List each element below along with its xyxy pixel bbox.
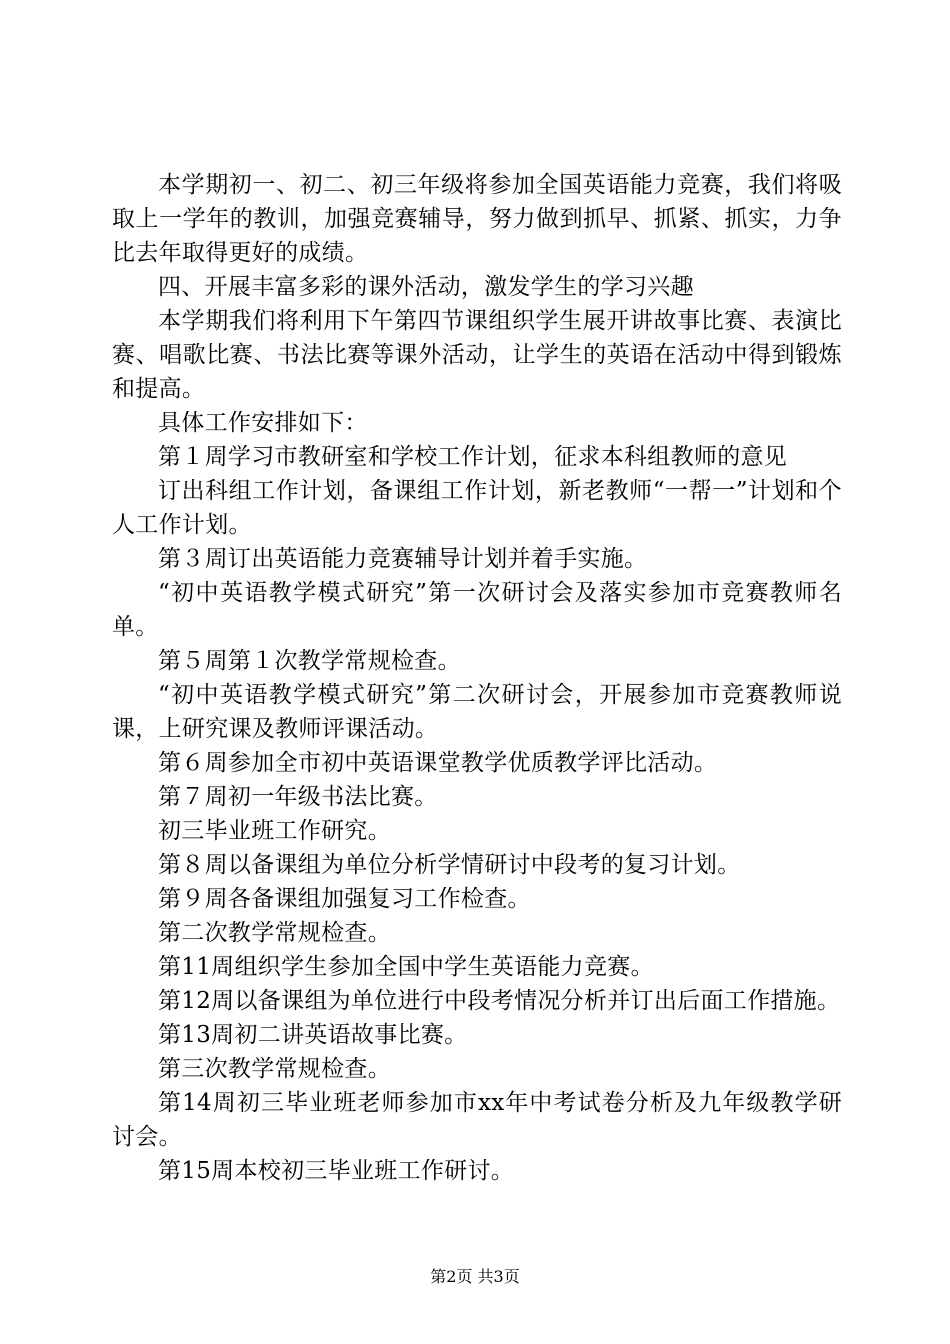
schedule-item: 第１周学习市教研室和学校工作计划，征求本科组教师的意见 xyxy=(158,444,788,470)
schedule-item: 第11周组织学生参加全国中学生英语能力竞赛。 xyxy=(158,954,654,980)
schedule-item: 第三次教学常规检查。 xyxy=(158,1056,391,1082)
schedule-item: 订出科组工作计划，备课组工作计划，新老教师“一帮一”计划和个人工作计划。 xyxy=(112,478,842,538)
schedule-item: 第13周初二讲英语故事比赛。 xyxy=(158,1022,468,1048)
schedule-item: 第９周各备课组加强复习工作检查。 xyxy=(158,886,531,912)
schedule-item: 第15周本校初三毕业班工作研讨。 xyxy=(158,1158,515,1184)
schedule-item: 初三毕业班工作研究。 xyxy=(158,818,391,844)
schedule-item: 第３周订出英语能力竞赛辅导计划并着手实施。 xyxy=(158,546,648,572)
schedule-item: 第６周参加全市初中英语课堂教学优质教学评比活动。 xyxy=(158,750,718,776)
schedule-item: 第二次教学常规检查。 xyxy=(158,920,391,946)
paragraph: 具体工作安排如下： xyxy=(158,410,368,436)
section-heading: 四、开展丰富多彩的课外活动，激发学生的学习兴趣 xyxy=(158,274,694,300)
schedule-item: 第14周初三毕业班老师参加市xx年中考试卷分析及九年级教学研讨会。 xyxy=(112,1090,842,1150)
schedule-item: “初中英语教学模式研究”第二次研讨会，开展参加市竞赛教师说课，上研究课及教师评课活动。 xyxy=(112,682,842,742)
schedule-item: 第12周以备课组为单位进行中段考情况分析并订出后面工作措施。 xyxy=(158,988,841,1014)
schedule-item: “初中英语教学模式研究”第一次研讨会及落实参加市竞赛教师名单。 xyxy=(112,580,842,640)
schedule-item: 第８周以备课组为单位分析学情研讨中段考的复习计划。 xyxy=(158,852,741,878)
paragraph: 本学期我们将利用下午第四节课组织学生展开讲故事比赛、表演比赛、唱歌比赛、书法比赛等课外活动，让学生的英语在活动中得到锻炼和提高。 xyxy=(112,308,842,402)
paragraph: 本学期初一、初二、初三年级将参加全国英语能力竞赛，我们将吸取上一学年的教训，加强竞赛辅导，努力做到抓早、抓紧、抓实，力争比去年取得更好的成绩。 xyxy=(112,172,842,266)
document-body xyxy=(112,168,842,1188)
schedule-item: 第５周第１次教学常规检查。 xyxy=(158,648,461,674)
schedule-item: 第７周初一年级书法比赛。 xyxy=(158,784,438,810)
page-footer: 第2页 共3页 xyxy=(430,1267,520,1286)
